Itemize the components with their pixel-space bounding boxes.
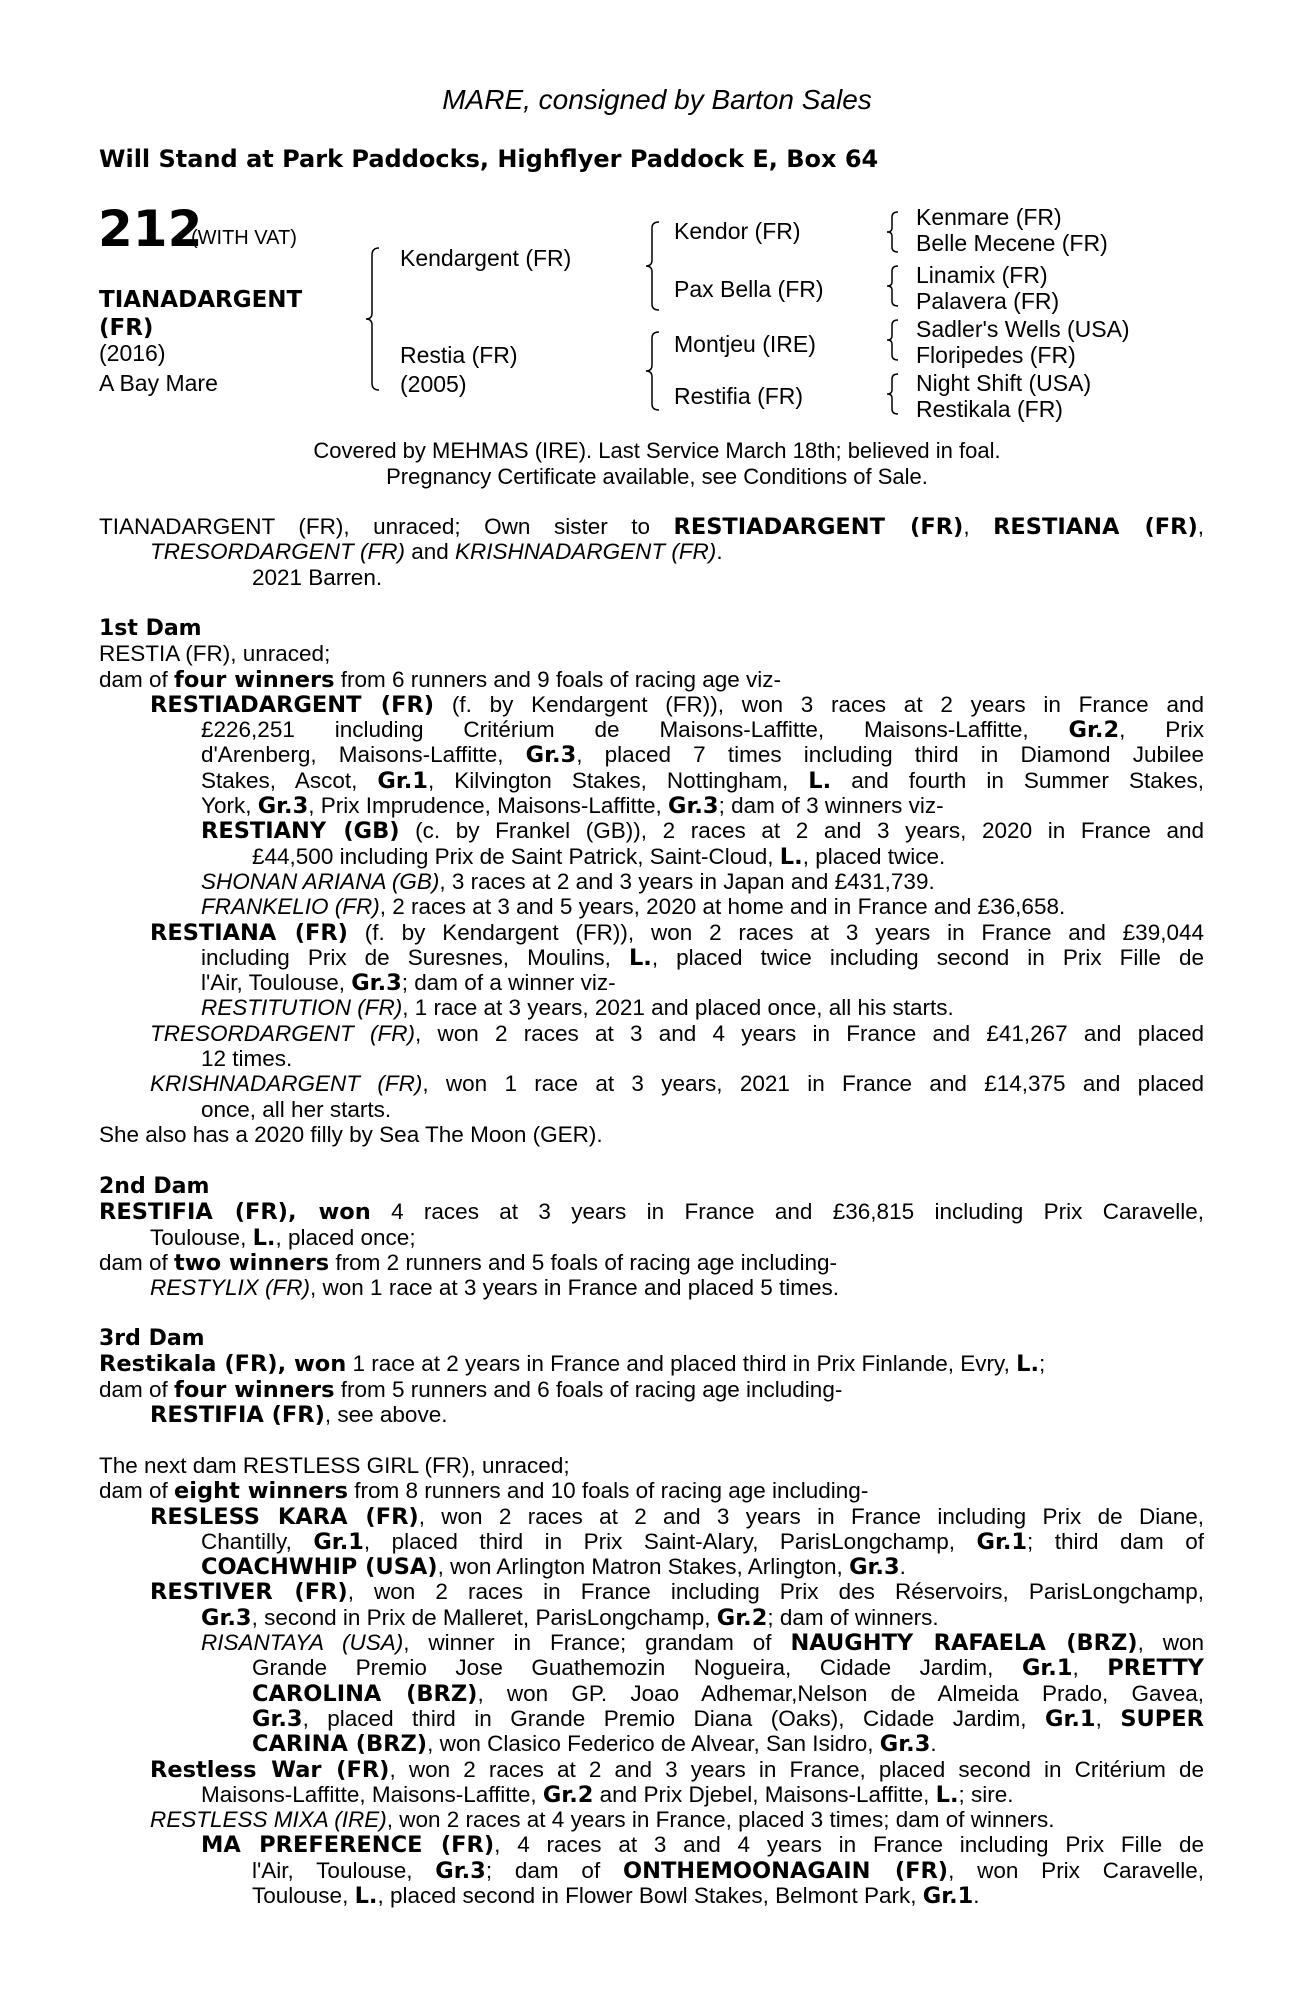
intro-paragraph [99, 514, 1204, 590]
restiver-line-2: Gr.3, second in Prix de Malleret, ParisLongchamp, Gr.2; dam of winners. [201, 1604, 939, 1631]
horse-year: (2016) [99, 340, 166, 366]
restiadargent-line-1: RESTIADARGENT (FR) (f. by Kendargent (FR)), won 3 races at 2 years in France and [150, 691, 1205, 718]
pedigree-bracket-paxbella [885, 264, 903, 308]
krishnadargent-line-2: once, all her starts. [201, 1096, 392, 1122]
first-dam-also: She also has a 2020 filly by Sea The Moon (GER). [99, 1121, 603, 1147]
restiana-line-1: RESTIANA (FR) (f. by Kendargent (FR)), won 2 races at 3 years in France and £39,044 [150, 919, 1204, 946]
next-dam-section [99, 1453, 1204, 1908]
restiadargent-line-2: £226,251 including Critérium de Maisons-Laffitte, Maisons-Laffitte, Gr.2, Prix [201, 717, 1204, 744]
horse-name: TIANADARGENT [99, 287, 303, 313]
next-dam-name: The next dam RESTLESS GIRL (FR), unraced; [99, 1453, 570, 1478]
second-dam-line-2: Toulouse, L., placed once; [150, 1224, 416, 1251]
covered-line-2: Pregnancy Certificate available, see Conditions of Sale. [386, 464, 928, 489]
horse-description: A Bay Mare [99, 370, 218, 396]
restiana-line-3: l'Air, Toulouse, Gr.3; dam of a winner viz- [201, 970, 616, 997]
resless-kara-line-2: Chantilly, Gr.1, placed third in Prix Saint-Alary, ParisLongchamp, Gr.1; third dam of [201, 1528, 1204, 1555]
pedigree-bracket-sire [645, 220, 665, 312]
pedigree-bracket-kendor [885, 210, 903, 254]
tresordargent-line-1: TRESORDARGENT (FR), won 2 races at 3 and 4 years in France and £41,267 and placed [150, 1020, 1204, 1046]
first-dam-heading: 1st Dam [99, 616, 202, 641]
frankelio-line: FRANKELIO (FR), 2 races at 3 and 5 years, 2020 at home and in France and £36,658. [201, 894, 1066, 920]
pedigree-dam-year: (2005) [400, 371, 467, 397]
shonan-ariana-line: SHONAN ARIANA (GB), 3 races at 2 and 3 years in Japan and £431,739. [201, 868, 935, 894]
next-dam-produce: dam of eight winners from 8 runners and 10 foals of racing age including- [99, 1478, 869, 1505]
ma-preference-line-1: MA PREFERENCE (FR), 4 races at 3 and 4 years in France including Prix Fille de [201, 1832, 1204, 1859]
tresordargent-line-2: 12 times. [201, 1046, 293, 1072]
restiana-line-2: including Prix de Suresnes, Moulins, L., placed twice including second in Prix Fille de [201, 944, 1205, 971]
krishnadargent-line-1: KRISHNADARGENT (FR), won 1 race at 3 years, 2021 in France and £14,375 and placed [150, 1071, 1204, 1097]
third-dam-section [99, 1326, 1204, 1427]
pedigree-dss: Sadler's Wells (USA) [916, 316, 1130, 342]
restiany-line-2: £44,500 including Prix de Saint Patrick, Saint-Cloud, L., placed twice. [252, 843, 946, 870]
intro-line-3: 2021 Barren. [252, 564, 383, 590]
covered-line-1: Covered by MEHMAS (IRE). Last Service March 18th; believed in foal. [313, 438, 1001, 463]
risantaya-line-3: CAROLINA (BRZ), won GP. Joao Adhemar,Nelson de Almeida Prado, Gavea, [252, 1680, 1204, 1707]
restless-war-line-1: Restless War (FR), won 2 races at 2 and 3 years in France, placed second in Critérium de [150, 1756, 1205, 1783]
risantaya-line-4: Gr.3, placed third in Grande Premio Diana (Oaks), Cidade Jardim, Gr.1, SUPER [252, 1705, 1204, 1732]
third-dam-line-1: Restikala (FR), won 1 race at 2 years in France and placed third in Prix Finlande, Evry, L.; [99, 1351, 1046, 1378]
pedigree-sire-dam: Pax Bella (FR) [674, 276, 824, 302]
risantaya-line-5: CARINA (BRZ), won Clasico Federico de Alvear, San Isidro, Gr.3. [252, 1731, 937, 1758]
restiany-line-1: RESTIANY (GB) (c. by Frankel (GB)), 2 races at 2 and 3 years, 2020 in France and [201, 818, 1204, 845]
restiadargent-line-3: d'Arenberg, Maisons-Laffitte, Gr.3, placed 7 times including third in Diamond Jubilee [201, 742, 1204, 769]
pedigree-ddd: Restikala (FR) [916, 396, 1063, 422]
pedigree-ssd: Belle Mecene (FR) [916, 230, 1108, 256]
resless-kara-line-1: RESLESS KARA (FR), won 2 races at 2 and 3 years in France including Prix de Diane, [150, 1503, 1204, 1530]
third-dam-heading: 3rd Dam [99, 1326, 205, 1351]
vat-note: (WITH VAT) [191, 227, 297, 249]
second-dam-heading: 2nd Dam [99, 1174, 210, 1199]
pedigree-dsd: Floripedes (FR) [916, 342, 1076, 368]
pedigree-sds: Linamix (FR) [916, 262, 1048, 288]
pedigree-sss: Kenmare (FR) [916, 204, 1062, 230]
horse-country: (FR) [99, 315, 154, 341]
pedigree-dam: Restia (FR) [400, 342, 518, 368]
pedigree-dam-dam: Restifia (FR) [674, 383, 804, 409]
ma-preference-line-3: Toulouse, L., placed second in Flower Bowl Stakes, Belmont Park, Gr.1. [252, 1883, 980, 1910]
pedigree-bracket-restifia [885, 372, 903, 416]
first-dam-name: RESTIA (FR), unraced; [99, 641, 331, 667]
risantaya-line-2: Grande Premio Jose Guathemozin Nogueira, Cidade Jardim, Gr.1, PRETTY [252, 1655, 1204, 1682]
covered-note [0, 438, 1314, 490]
third-dam-produce: dam of four winners from 5 runners and 6 foals of racing age including- [99, 1376, 843, 1403]
intro-line-2: TRESORDARGENT (FR) and KRISHNADARGENT (FR). [150, 539, 723, 565]
second-dam-line-1: RESTIFIA (FR), won 4 races at 3 years in France and £36,815 including Prix Caravelle, [99, 1199, 1204, 1226]
page-title: MARE, consigned by Barton Sales [442, 84, 872, 115]
pedigree-sdd: Palavera (FR) [916, 288, 1060, 314]
pedigree-sire-sire: Kendor (FR) [674, 218, 801, 244]
restiadargent-line-4: Stakes, Ascot, Gr.1, Kilvington Stakes, Nottingham, L. and fourth in Summer Stakes, [201, 767, 1204, 794]
restiadargent-line-5: York, Gr.3, Prix Imprudence, Maisons-Laffitte, Gr.3; dam of 3 winners viz- [201, 793, 944, 820]
restless-war-line-2: Maisons-Laffitte, Maisons-Laffitte, Gr.2 and Prix Djebel, Maisons-Laffitte, L.; sire. [201, 1781, 1014, 1808]
intro-line-1: TIANADARGENT (FR), unraced; Own sister to RESTIADARGENT (FR), RESTIANA (FR), [99, 514, 1204, 540]
pedigree-bracket-main [365, 246, 385, 392]
pedigree-bracket-dam [645, 330, 665, 412]
pedigree-bracket-montjeu [885, 318, 903, 362]
restitution-line: RESTITUTION (FR), 1 race at 3 years, 2021 and placed once, all his starts. [201, 995, 954, 1021]
pedigree-dds: Night Shift (USA) [916, 370, 1092, 396]
pedigree-sire: Kendargent (FR) [400, 245, 572, 271]
pedigree-dam-sire: Montjeu (IRE) [674, 331, 816, 357]
ma-preference-line-2: l'Air, Toulouse, Gr.3; dam of ONTHEMOONAGAIN (FR), won Prix Caravelle, [252, 1857, 1205, 1884]
restylix-line: RESTYLIX (FR), won 1 race at 3 years in France and placed 5 times. [150, 1275, 840, 1301]
stand-location: Will Stand at Park Paddocks, Highflyer Paddock E, Box 64 [99, 145, 879, 173]
restless-mixa-line: RESTLESS MIXA (IRE), won 2 races at 4 years in France, placed 3 times; dam of winners. [150, 1807, 1055, 1833]
first-dam-section [99, 616, 1204, 1147]
restifia-ref-line: RESTIFIA (FR), see above. [150, 1401, 448, 1428]
restiver-line-1: RESTIVER (FR), won 2 races in France including Prix des Réservoirs, ParisLongchamp, [150, 1579, 1205, 1606]
first-dam-produce: dam of four winners from 6 runners and 9 foals of racing age viz- [99, 666, 782, 693]
second-dam-section [99, 1174, 1204, 1300]
lot-number: 212 [98, 200, 203, 258]
risantaya-line-1: RISANTAYA (USA), winner in France; grandam of NAUGHTY RAFAELA (BRZ), won [201, 1630, 1204, 1657]
second-dam-produce: dam of two winners from 2 runners and 5 foals of racing age including- [99, 1249, 837, 1276]
resless-kara-line-3: COACHWHIP (USA), won Arlington Matron Stakes, Arlington, Gr.3. [201, 1554, 906, 1581]
